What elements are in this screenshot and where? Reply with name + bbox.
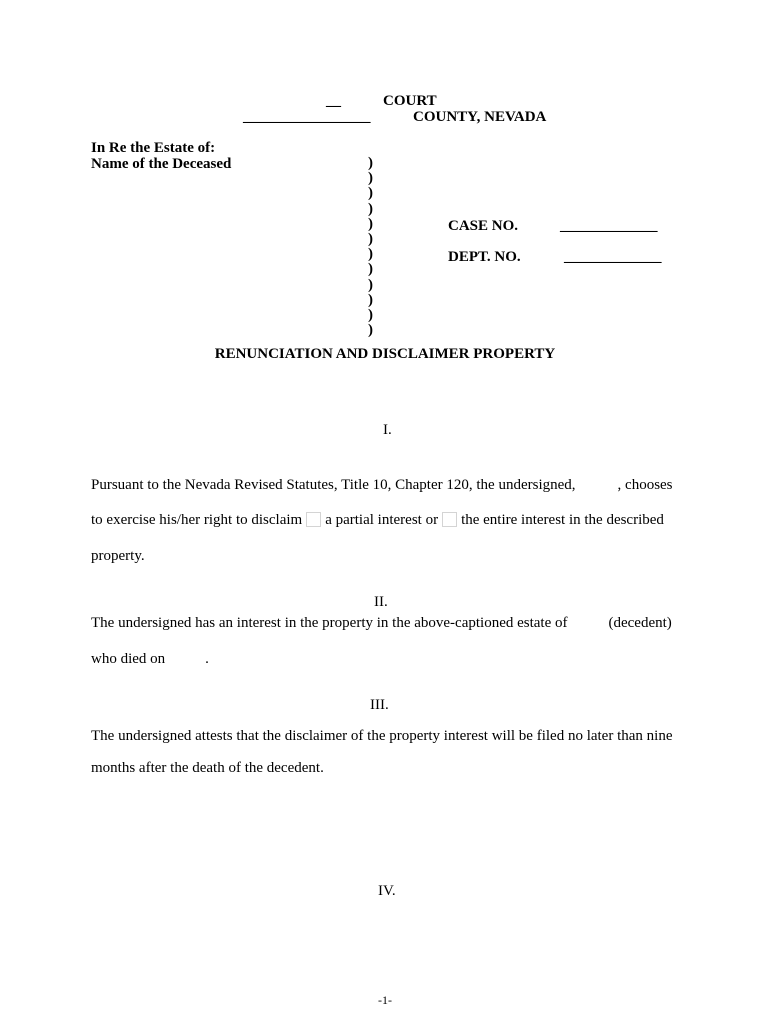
section-one-line-1 bbox=[91, 477, 673, 494]
section-two-line-1 bbox=[91, 615, 672, 632]
section-two-text: who died on bbox=[91, 651, 166, 667]
paren: ) bbox=[368, 200, 373, 217]
paren: ) bbox=[368, 185, 373, 202]
paren: ) bbox=[368, 261, 373, 278]
case-no-field[interactable]: _____________ bbox=[560, 218, 658, 234]
paren: ) bbox=[368, 291, 373, 308]
section-two-line-2 bbox=[91, 651, 209, 668]
section-one-line-2 bbox=[91, 512, 664, 529]
section-one-text: , chooses bbox=[617, 477, 673, 493]
paren: ) bbox=[368, 215, 373, 232]
caption-parens bbox=[368, 156, 373, 338]
paren: ) bbox=[368, 276, 373, 293]
section-one-text: a partial interest or bbox=[325, 512, 439, 528]
partial-interest-checkbox[interactable] bbox=[306, 512, 321, 527]
estate-of-label: In Re the Estate of: bbox=[91, 140, 216, 156]
county-label: COUNTY, NEVADA bbox=[413, 109, 547, 125]
court-label: COURT bbox=[383, 93, 437, 109]
section-three-line-2: months after the death of the decedent. bbox=[91, 760, 324, 776]
dept-no-field[interactable]: _____________ bbox=[564, 249, 662, 265]
paren: ) bbox=[368, 322, 373, 339]
document-title: RENUNCIATION AND DISCLAIMER PROPERTY bbox=[214, 346, 556, 362]
paren: ) bbox=[368, 155, 373, 171]
deceased-name: Name of the Deceased bbox=[91, 156, 232, 172]
section-four-numeral: IV. bbox=[378, 883, 396, 899]
dept-no-label: DEPT. NO. bbox=[448, 249, 521, 265]
case-no-label: CASE NO. bbox=[448, 218, 519, 234]
section-three-numeral: III. bbox=[370, 697, 389, 713]
section-one-line-3: property. bbox=[91, 548, 145, 564]
entire-interest-checkbox[interactable] bbox=[442, 512, 457, 527]
section-one-text: to exercise his/her right to disclaim bbox=[91, 512, 303, 528]
paren: ) bbox=[368, 307, 373, 324]
county-blank: _________________ bbox=[243, 109, 371, 125]
section-one-text: the entire interest in the described bbox=[461, 512, 664, 528]
section-one-text: Pursuant to the Nevada Revised Statutes, Title 10, Chapter 120, the undersigned, bbox=[91, 477, 576, 493]
paren: ) bbox=[368, 231, 373, 248]
court-blank: __ bbox=[326, 93, 341, 109]
section-two-text: . bbox=[205, 651, 209, 667]
section-three-line-1: The undersigned attests that the disclaimer of the property interest will be filed no later than nine bbox=[91, 728, 673, 744]
paren: ) bbox=[368, 170, 373, 187]
paren: ) bbox=[368, 246, 373, 263]
section-two-numeral: II. bbox=[374, 594, 388, 610]
section-two-text: (decedent) bbox=[608, 615, 672, 631]
section-two-text: The undersigned has an interest in the property in the above-captioned estate of bbox=[91, 615, 568, 631]
page-number: -1- bbox=[378, 993, 392, 1007]
section-one-numeral: I. bbox=[383, 422, 392, 438]
